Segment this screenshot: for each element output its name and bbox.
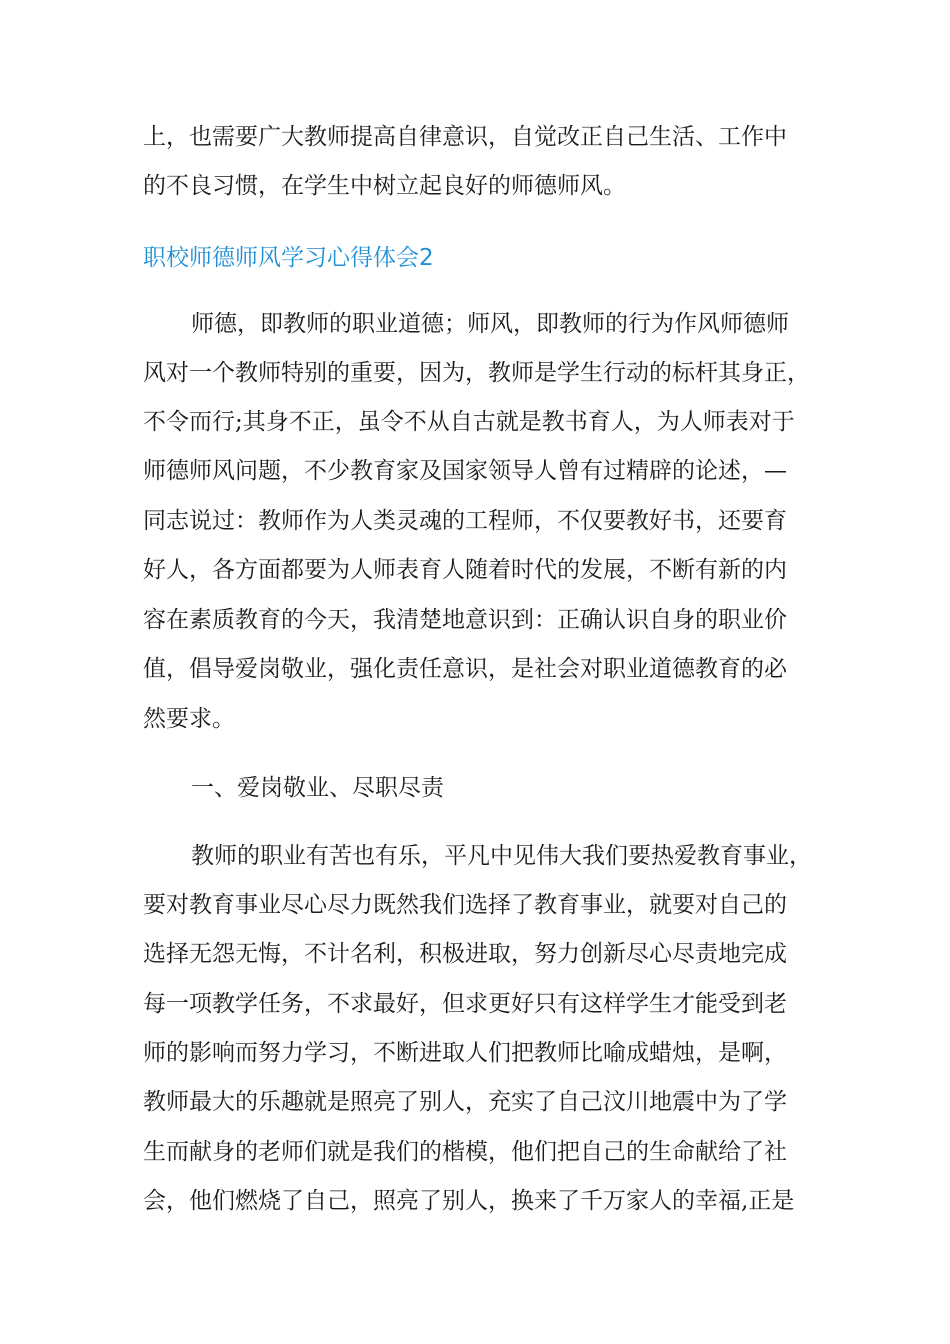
para1-line-2: 风对一个教师特别的重要，因为，教师是学生行动的标杆其身正， xyxy=(143,360,810,386)
subsection-title: 一、爱岗敬业、尽职尽责 xyxy=(191,775,444,801)
para1-line-1: 师德，即教师的职业道德；师风，即教师的行为作风师德师 xyxy=(191,311,789,337)
para1-line-9: 然要求。 xyxy=(143,706,235,732)
para2-line-5: 师的影响而努力学习，不断进取人们把教师比喻成蜡烛，是啊， xyxy=(143,1040,787,1066)
para2-line-4: 每一项教学任务，不求最好，但求更好只有这样学生才能受到老 xyxy=(143,991,787,1017)
para1-line-7: 容在素质教育的今天，我清楚地意识到：正确认识自身的职业价 xyxy=(143,607,787,633)
intro-line-1: 上，也需要广大教师提高自律意识，自觉改正自己生活、工作中 xyxy=(143,124,787,150)
para1-line-3: 不令而行;其身不正，虽令不从自古就是教书育人，为人师表对于 xyxy=(143,409,795,435)
para2-line-8: 会，他们燃烧了自己，照亮了别人，换来了千万家人的幸福,正是 xyxy=(143,1188,795,1214)
para2-line-1: 教师的职业有苦也有乐，平凡中见伟大我们要热爱教育事业， xyxy=(191,843,812,869)
intro-line-2: 的不良习惯，在学生中树立起良好的师德师风。 xyxy=(143,173,626,199)
para2-line-3: 选择无怨无悔，不计名利，积极进取，努力创新尽心尽责地完成 xyxy=(143,941,787,967)
para2-line-6: 教师最大的乐趣就是照亮了别人，充实了自己汶川地震中为了学 xyxy=(143,1089,787,1115)
para2-line-7: 生而献身的老师们就是我们的楷模，他们把自己的生命献给了社 xyxy=(143,1139,787,1165)
para2-line-2: 要对教育事业尽心尽力既然我们选择了教育事业，就要对自己的 xyxy=(143,892,787,918)
para1-line-5: 同志说过：教师作为人类灵魂的工程师，不仅要教好书，还要育 xyxy=(143,508,787,534)
para1-line-4: 师德师风问题，不少教育家及国家领导人曾有过精辟的论述，— xyxy=(143,458,787,484)
para1-line-8: 值，倡导爱岗敬业，强化责任意识，是社会对职业道德教育的必 xyxy=(143,656,787,682)
section-heading: 职校师德师风学习心得体会2 xyxy=(143,245,434,271)
para1-line-6: 好人，各方面都要为人师表育人随着时代的发展，不断有新的内 xyxy=(143,557,787,583)
